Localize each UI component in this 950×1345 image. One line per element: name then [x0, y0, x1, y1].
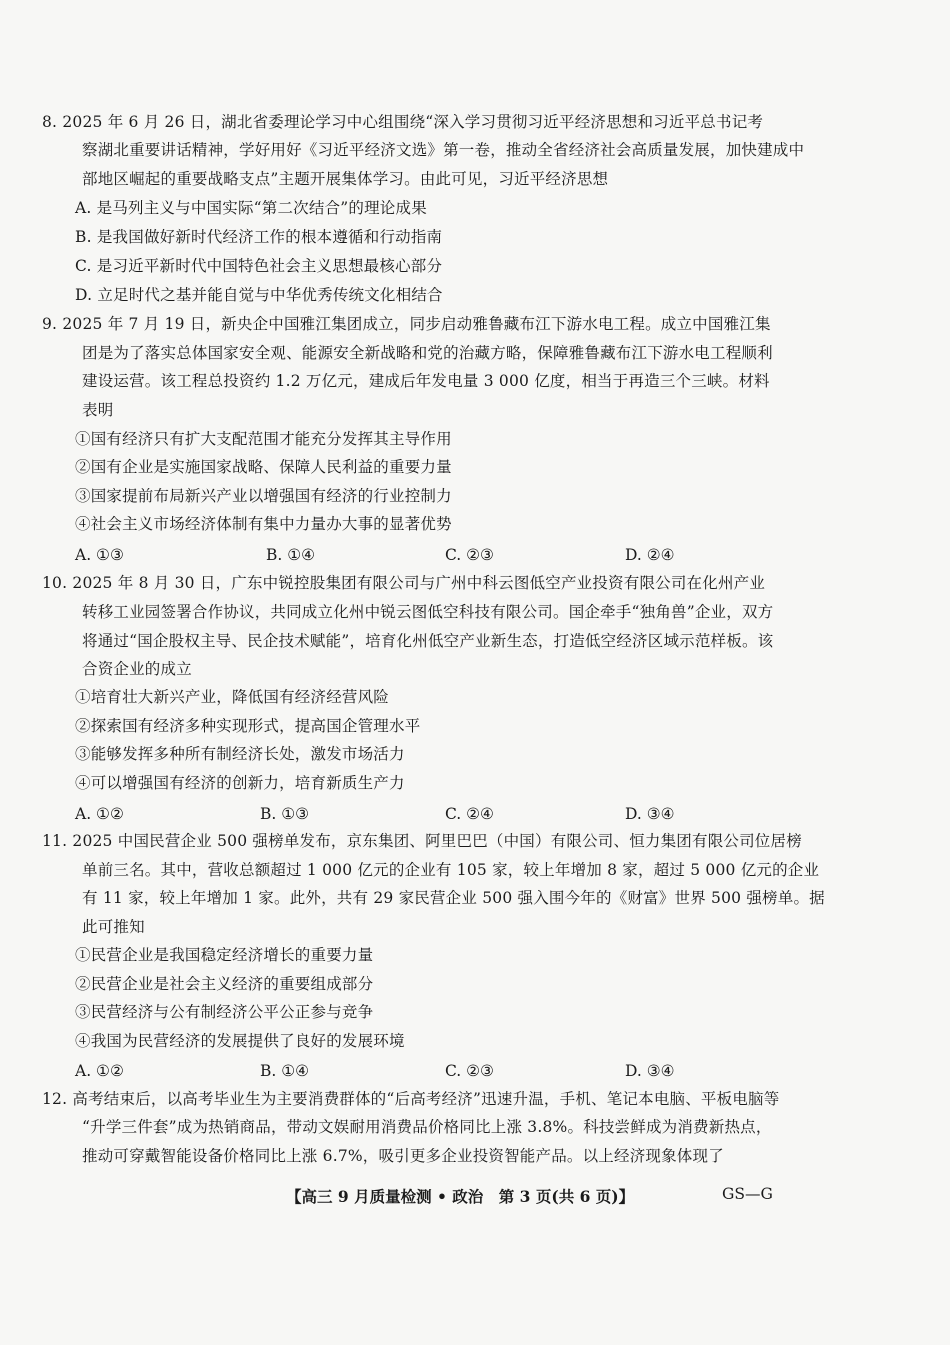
question-stem-line: 8. 2025 年 6 月 26 日，湖北省委理论学习中心组围绕“深入学习贯彻习近平经济思想和习近平总书记考 [42, 113, 764, 131]
statement: ④可以增强国有经济的创新力，培育新质生产力 [75, 774, 405, 792]
question-stem-line: 此可推知 [82, 918, 145, 936]
choice-d: D. ③④ [625, 1062, 675, 1080]
question-stem-line: 转移工业园签署合作协议，共同成立化州中锐云图低空科技有限公司。国企牵手“独角兽”企业，双方 [82, 603, 774, 621]
footer-exam-code: GS—G [722, 1185, 773, 1203]
question-stem-line: 12. 高考结束后，以高考毕业生为主要消费群体的“后高考经济”迅速升温，手机、笔记本电脑、平板电脑等 [42, 1090, 780, 1108]
question-stem-line: 建设运营。该工程总投资约 1.2 万亿元，建成后年发电量 3 000 亿度，相当于再造三个三峡。材料 [82, 372, 770, 390]
question-stem-line: 推动可穿戴智能设备价格同比上涨 6.7%，吸引更多企业投资智能产品。以上经济现象体现了 [82, 1147, 724, 1165]
question-stem-line: 部地区崛起的重要战略支点”主题开展集体学习。由此可见，习近平经济思想 [82, 170, 609, 188]
statement: ②探索国有经济多种实现形式，提高国企管理水平 [75, 717, 421, 735]
choice-a: A. ①③ [75, 546, 124, 564]
question-stem-line: 11. 2025 中国民营企业 500 强榜单发布，京东集团、阿里巴巴（中国）有限公司、恒力集团有限公司位居榜 [42, 832, 802, 850]
choice-row [75, 1062, 775, 1080]
statement: ③民营经济与公有制经济公平公正参与竞争 [75, 1003, 374, 1021]
choice-row [75, 546, 775, 564]
question-stem-line: 将通过“国企股权主导、民企技术赋能”，培育化州低空产业新生态，打造低空经济区域示范样板。该 [82, 632, 774, 650]
statement: ③国家提前布局新兴产业以增强国有经济的行业控制力 [75, 487, 452, 505]
question-stem-line: 有 11 家，较上年增加 1 家。此外，共有 29 家民营企业 500 强入围今年的《财富》世界 500 强榜单。据 [82, 889, 825, 907]
answer-option: A. 是马列主义与中国实际“第二次结合”的理论成果 [75, 199, 427, 217]
statement: ②民营企业是社会主义经济的重要组成部分 [75, 975, 374, 993]
choice-d: D. ②④ [625, 546, 675, 564]
answer-option: D. 立足时代之基并能自觉与中华优秀传统文化相结合 [75, 286, 443, 304]
choice-c: C. ②③ [445, 546, 494, 564]
answer-option: C. 是习近平新时代中国特色社会主义思想最核心部分 [75, 257, 443, 275]
choice-b: B. ①④ [260, 1062, 310, 1080]
question-stem-line: 单前三名。其中，营收总额超过 1 000 亿元的企业有 105 家，较上年增加 8 家，超过 5 000 亿元的企业 [82, 861, 820, 879]
statement: ①国有经济只有扩大支配范围才能充分发挥其主导作用 [75, 430, 452, 448]
statement: ①培育壮大新兴产业，降低国有经济经营风险 [75, 688, 390, 706]
footer-page-info: 【高三 9 月质量检测 • 政治 第 3 页(共 6 页)】 [286, 1187, 635, 1206]
choice-b: B. ①④ [266, 546, 316, 564]
choice-a: A. ①② [75, 1062, 124, 1080]
choice-c: C. ②③ [445, 1062, 494, 1080]
statement: ②国有企业是实施国家战略、保障人民利益的重要力量 [75, 458, 452, 476]
statement: ④我国为民营经济的发展提供了良好的发展环境 [75, 1032, 405, 1050]
page-footer [0, 1185, 950, 1207]
choice-a: A. ①② [75, 805, 124, 823]
question-stem-line: “升学三件套”成为热销商品，带动文娱耐用消费品价格同比上涨 3.8%。科技尝鲜成为消费新热点， [82, 1118, 772, 1136]
question-stem-line: 表明 [82, 401, 114, 419]
choice-b: B. ①③ [260, 805, 310, 823]
question-stem-line: 团是为了落实总体国家安全观、能源安全新战略和党的治藏方略，保障雅鲁藏布江下游水电工程顺利 [82, 344, 773, 362]
question-stem-line: 合资企业的成立 [82, 660, 192, 678]
statement: ③能够发挥多种所有制经济长处，激发市场活力 [75, 745, 405, 763]
choice-c: C. ②④ [445, 805, 494, 823]
question-stem-line: 9. 2025 年 7 月 19 日，新央企中国雅江集团成立，同步启动雅鲁藏布江下游水电工程。成立中国雅江集 [42, 315, 771, 333]
choice-row [75, 805, 775, 823]
choice-d: D. ③④ [625, 805, 675, 823]
statement: ④社会主义市场经济体制有集中力量办大事的显著优势 [75, 515, 452, 533]
statement: ①民营企业是我国稳定经济增长的重要力量 [75, 946, 374, 964]
question-stem-line: 察湖北重要讲话精神，学好用好《习近平经济文选》第一卷，推动全省经济社会高质量发展，加快建成中 [82, 141, 805, 159]
answer-option: B. 是我国做好新时代经济工作的根本遵循和行动指南 [75, 228, 443, 246]
question-stem-line: 10. 2025 年 8 月 30 日，广东中锐控股集团有限公司与广州中科云图低空产业投资有限公司在化州产业 [42, 574, 766, 592]
